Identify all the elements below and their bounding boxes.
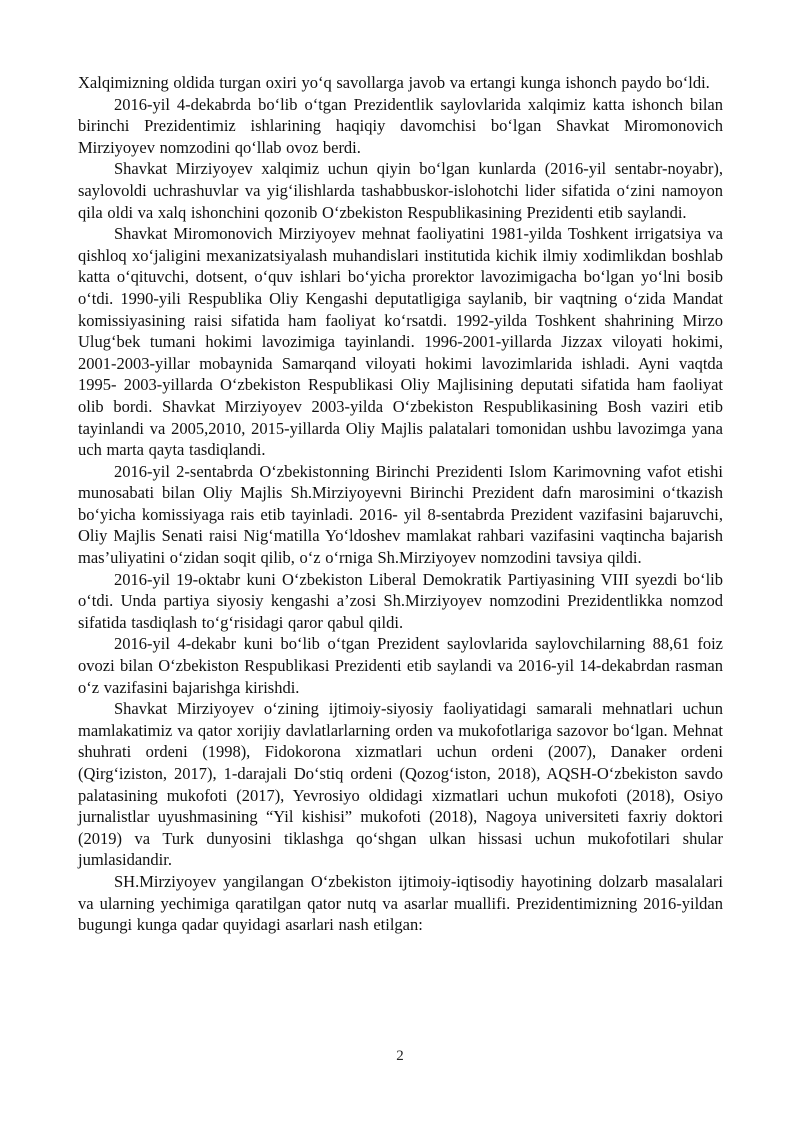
paragraph-party-congress: 2016-yil 19-oktabr kuni O‘zbekiston Liberal Demokratik Partiyasining VIII syezdi bo‘lib o‘tdi. Unda partiya siyosiy kengashi a’zosi Sh.Mirziyoyev nomzodini Prezidentlikka nomzod sifatida tasdiqlash to‘g‘risidagi qaror qabul qildi. bbox=[78, 569, 723, 632]
paragraph-leader: Shavkat Mirziyoyev xalqimiz uchun qiyin bo‘lgan kunlarda (2016-yil sentabr-noyabr), saylovoldi uchrashuvlar va yig‘ilishlarda tashabbuskor-islohotchi lider sifatida o‘zini namoyon qila oldi va xalq ishonchini qozonib O‘zbekiston Respublikasining Prezidenti etib saylandi. bbox=[78, 159, 723, 222]
paragraph-continuation: Xalqimizning oldida turgan oxiri yo‘q savollarga javob va ertangi kunga ishonch paydo bo‘ldi. bbox=[78, 73, 710, 92]
paragraph-works: SH.Mirziyoyev yangilangan O‘zbekiston ijtimoiy-iqtisodiy hayotining dolzarb masalalari va ularning yechimiga qaratilgan qator nutq va asarlar muallifi. Prezidentimizning 2016-yildan bugungi kunga qadar quyidagi asarlari nash etilgan: bbox=[78, 871, 723, 935]
paragraph-career: Shavkat Miromonovich Mirziyoyev mehnat faoliyatini 1981-yilda Toshkent irrigatsiya va qishloq xo‘jaligini mexanizatsiyalash muhandislari institutida kichik ilmiy xodimlikdan boshlab katta o‘qituvchi, dotsent, o‘quv ishlari bo‘yicha prorektor lavozimigacha bo‘lgan yo‘lni bosib o‘tdi. 1990-yili Respublika Oliy Kengashi deputatligiga saylanib, bir vaqtning o‘zida Mandat komissiyasining raisi sifatida ham faoliyat ko‘rsatdi. 1992-yilda Toshkent shahrining Mirzo Ulug‘bek tumani hokimi lavozimiga tayinlandi. 1996-2001-yillarda Jizzax viloyati hokimi, 2001-2003-yillar mobaynida Samarqand viloyati hokimi lavozimlarida ishladi. Ayni vaqtda 1995- 2003-yillarda O‘zbekiston Respublikasi Oliy Majlisining deputati sifatida ham faoliyat olib bordi. Shavkat Mirziyoyev 2003-yilda O‘zbekiston Respublikasining Bosh vaziri etib tayinlandi va 2005,2010, 2015-yillarda Oliy Majlis palatalari tomonidan ushbu lavozimga yana uch marta qayta tasdiqlandi. bbox=[78, 224, 723, 460]
paragraph-election-2016: 2016-yil 4-dekabrda bo‘lib o‘tgan Prezidentlik saylovlarida xalqimiz katta ishonch bilan birinchi Prezidentimiz ishlarining haqiqiy davomchisi bo‘lgan Shavkat Miromonovich Mirziyoyev nomzodini qo‘llab ovoz berdi. bbox=[78, 94, 723, 157]
paragraph-karimov: 2016-yil 2-sentabrda O‘zbekistonning Birinchi Prezidenti Islom Karimovning vafot etishi munosabati bilan Oliy Majlis Sh.Mirziyoyevni Birinchi Prezident dafn marosimini o‘tkazish bo‘yicha komissiyaga rais etib tayinladi. 2016- yil 8-sentabrda Prezident vazifasini bajaruvchi, Oliy Majlis Senati raisi Nig‘matilla Yo‘ldoshev mamlakat rahbari vazifasini vaqtincha bajarish mas’uliyatini o‘zidan soqit qilib, o‘z o‘rniga Sh.Mirziyoyev nomzodini tavsiya qildi. bbox=[78, 461, 723, 568]
page-number: 2 bbox=[396, 1048, 404, 1064]
document-page bbox=[78, 72, 723, 936]
paragraph-awards: Shavkat Mirziyoyev o‘zining ijtimoiy-siyosiy faoliyatidagi samarali mehnatlari uchun mamlakatimiz va qator xorijiy davlatlarlarning orden va mukofotlariga sazovor bo‘lgan. Mehnat shuhrati ordeni (1998), Fidokorona xizmatlari uchun ordeni (2007), Danaker ordeni (Qirg‘iziston, 2017), 1-darajali Do‘stiq ordeni (Qozog‘iston, 2018), AQSH-O‘zbekiston savdo palatasining mukofoti (2017), Yevrosiyo oldidagi xizmatlari uchun mukofoti (2018), Osiyo jurnalistlar uyushmasining “Yil kishisi” mukofoti (2018), Nagoya universiteti faxriy doktori (2019) va Turk dunyosini tiklashga qo‘shgan ulkan hissasi uchun mukofotilari shular jumlasidandir. bbox=[78, 699, 723, 870]
paragraph-election-result: 2016-yil 4-dekabr kuni bo‘lib o‘tgan Prezident saylovlarida saylovchilarning 88,61 foiz ovozi bilan O‘zbekiston Respublikasi Prezidenti etib saylandi va 2016-yil 14-dekabrdan rasman o‘z vazifasini bajarishga kirishdi. bbox=[78, 634, 723, 697]
